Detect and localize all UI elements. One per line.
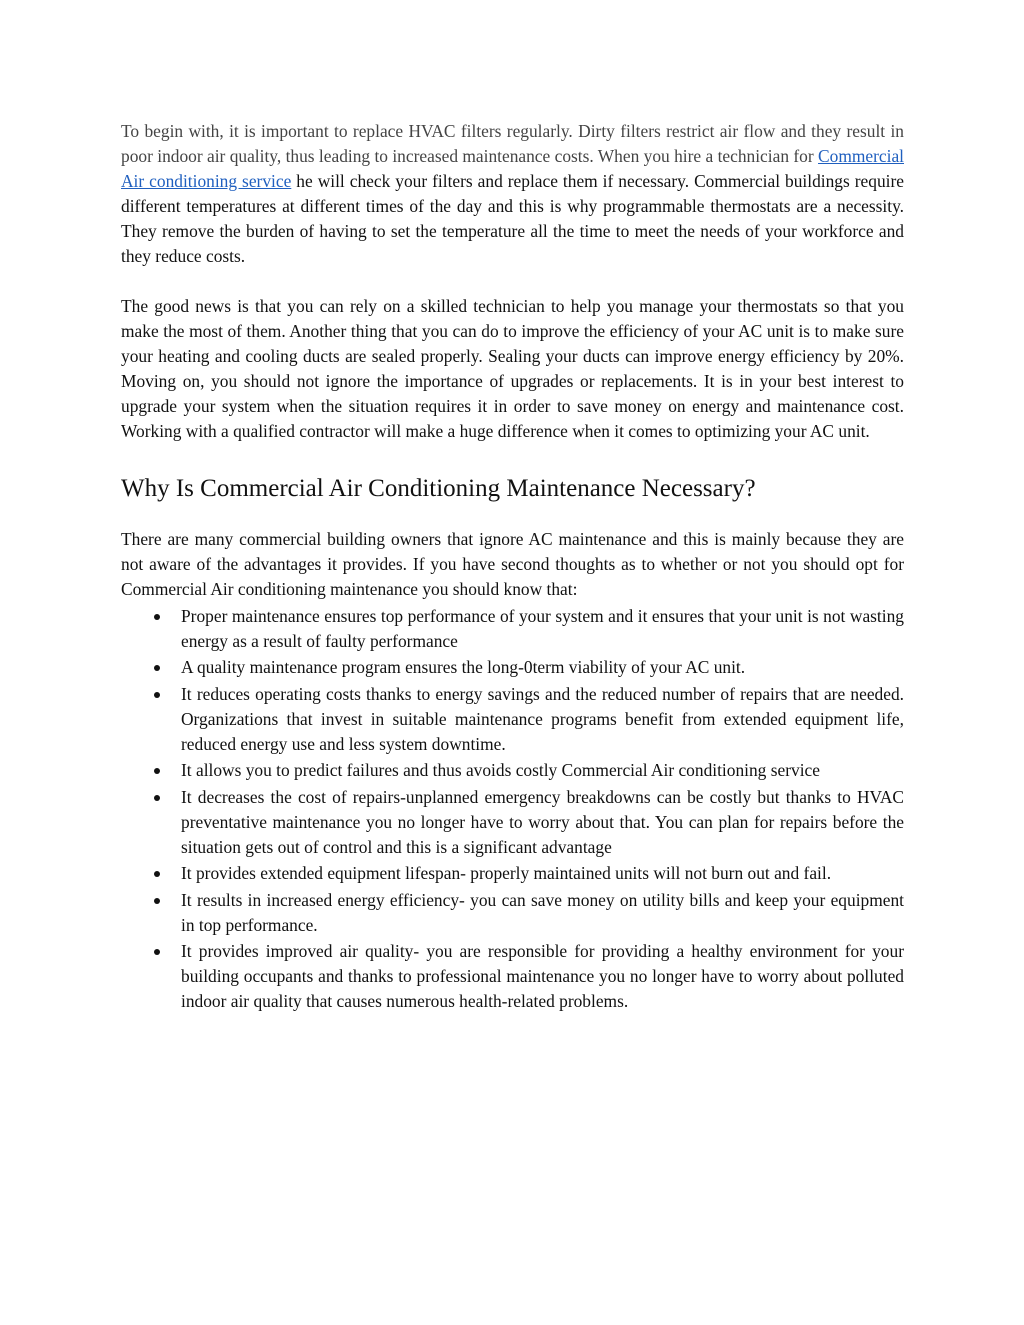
- list-item: [121, 758, 904, 783]
- document-page: [121, 119, 904, 1014]
- bullet-icon: [154, 871, 160, 877]
- bullet-icon: [154, 795, 160, 801]
- paragraph-thermostats: The good news is that you can rely on a skilled technician to help you manage your thermostats so that you make the most of them. Another thing that you can do to improve the efficiency of your AC unit is to make sure your heating and cooling ducts are sealed properly. Sealing your ducts can improve energy efficiency by 20%. Moving on, you should not ignore the importance of upgrades or replacements. It is in your best interest to upgrade your system when the situation requires it in order to save money on energy and maintenance cost. Working with a qualified contractor will make a huge difference when it comes to optimizing your AC unit.: [121, 296, 904, 441]
- bullet-icon: [154, 614, 160, 620]
- bullet-icon: [154, 665, 160, 671]
- paragraph-filters: [121, 119, 904, 269]
- bullet-icon: [154, 768, 160, 774]
- list-item: [121, 785, 904, 860]
- bullet-icon: [154, 949, 160, 955]
- list-item: [121, 888, 904, 938]
- paragraph-text: he will check your filters and replace them if necessary. Commercial buildings require different temperatures at different times of the day and this is why programmable thermostats are a necessity. They remove the burden of having to set the temperature all the time to meet the needs of your workforce and they reduce costs.: [121, 171, 904, 266]
- benefits-list: [121, 604, 904, 1015]
- bullet-icon: [154, 898, 160, 904]
- list-item: [121, 861, 904, 886]
- list-item-text: It reduces operating costs thanks to energy savings and the reduced number of repairs that are needed. Organizations that invest in suitable maintenance programs benefit from extended equipment life, reduced energy use and less system downtime.: [181, 683, 904, 754]
- list-item-text: It allows you to predict failures and thus avoids costly Commercial Air conditioning service: [181, 760, 820, 780]
- list-item-text: It decreases the cost of repairs-unplanned emergency breakdowns can be costly but thanks to HVAC preventative maintenance you no longer have to worry about that. You can plan for repairs before the situation gets out of control and this is a significant advantage: [181, 786, 904, 857]
- list-item-text: It provides improved air quality- you are responsible for providing a healthy environment for your building occupants and thanks to professional maintenance you no longer have to worry about polluted indoor air quality that causes numerous health-related problems.: [181, 941, 904, 1011]
- bullet-icon: [154, 692, 160, 698]
- paragraph-text: To begin with, it is important to replace HVAC filters regularly. Dirty filters restrict air flow and they result in poor indoor air quality, thus leading to increased maintenance costs. When you hire a technician for: [121, 121, 904, 166]
- list-item-text: Proper maintenance ensures top performance of your system and it ensures that your unit is not wasting energy as a result of faulty performance: [181, 605, 904, 651]
- list-item: [121, 655, 904, 680]
- list-item: [121, 939, 904, 1014]
- list-item: [121, 604, 904, 654]
- section-heading: Why Is Commercial Air Conditioning Maintenance Necessary?: [121, 475, 756, 502]
- paragraph-intro: There are many commercial building owners that ignore AC maintenance and this is mainly because they are not aware of the advantages it provides. If you have second thoughts as to whether or not you should opt for Commercial Air conditioning maintenance you should know that:: [121, 529, 904, 599]
- commercial-ac-service-link[interactable]: Commercial Air conditioning service: [121, 146, 904, 191]
- list-item-text: It results in increased energy efficiency- you can save money on utility bills and keep your equipment in top performance.: [181, 889, 904, 935]
- list-item-text: It provides extended equipment lifespan- properly maintained units will not burn out and fail.: [181, 863, 832, 883]
- list-item-text: A quality maintenance program ensures the long-0term viability of your AC unit.: [181, 657, 746, 677]
- list-item: [121, 682, 904, 757]
